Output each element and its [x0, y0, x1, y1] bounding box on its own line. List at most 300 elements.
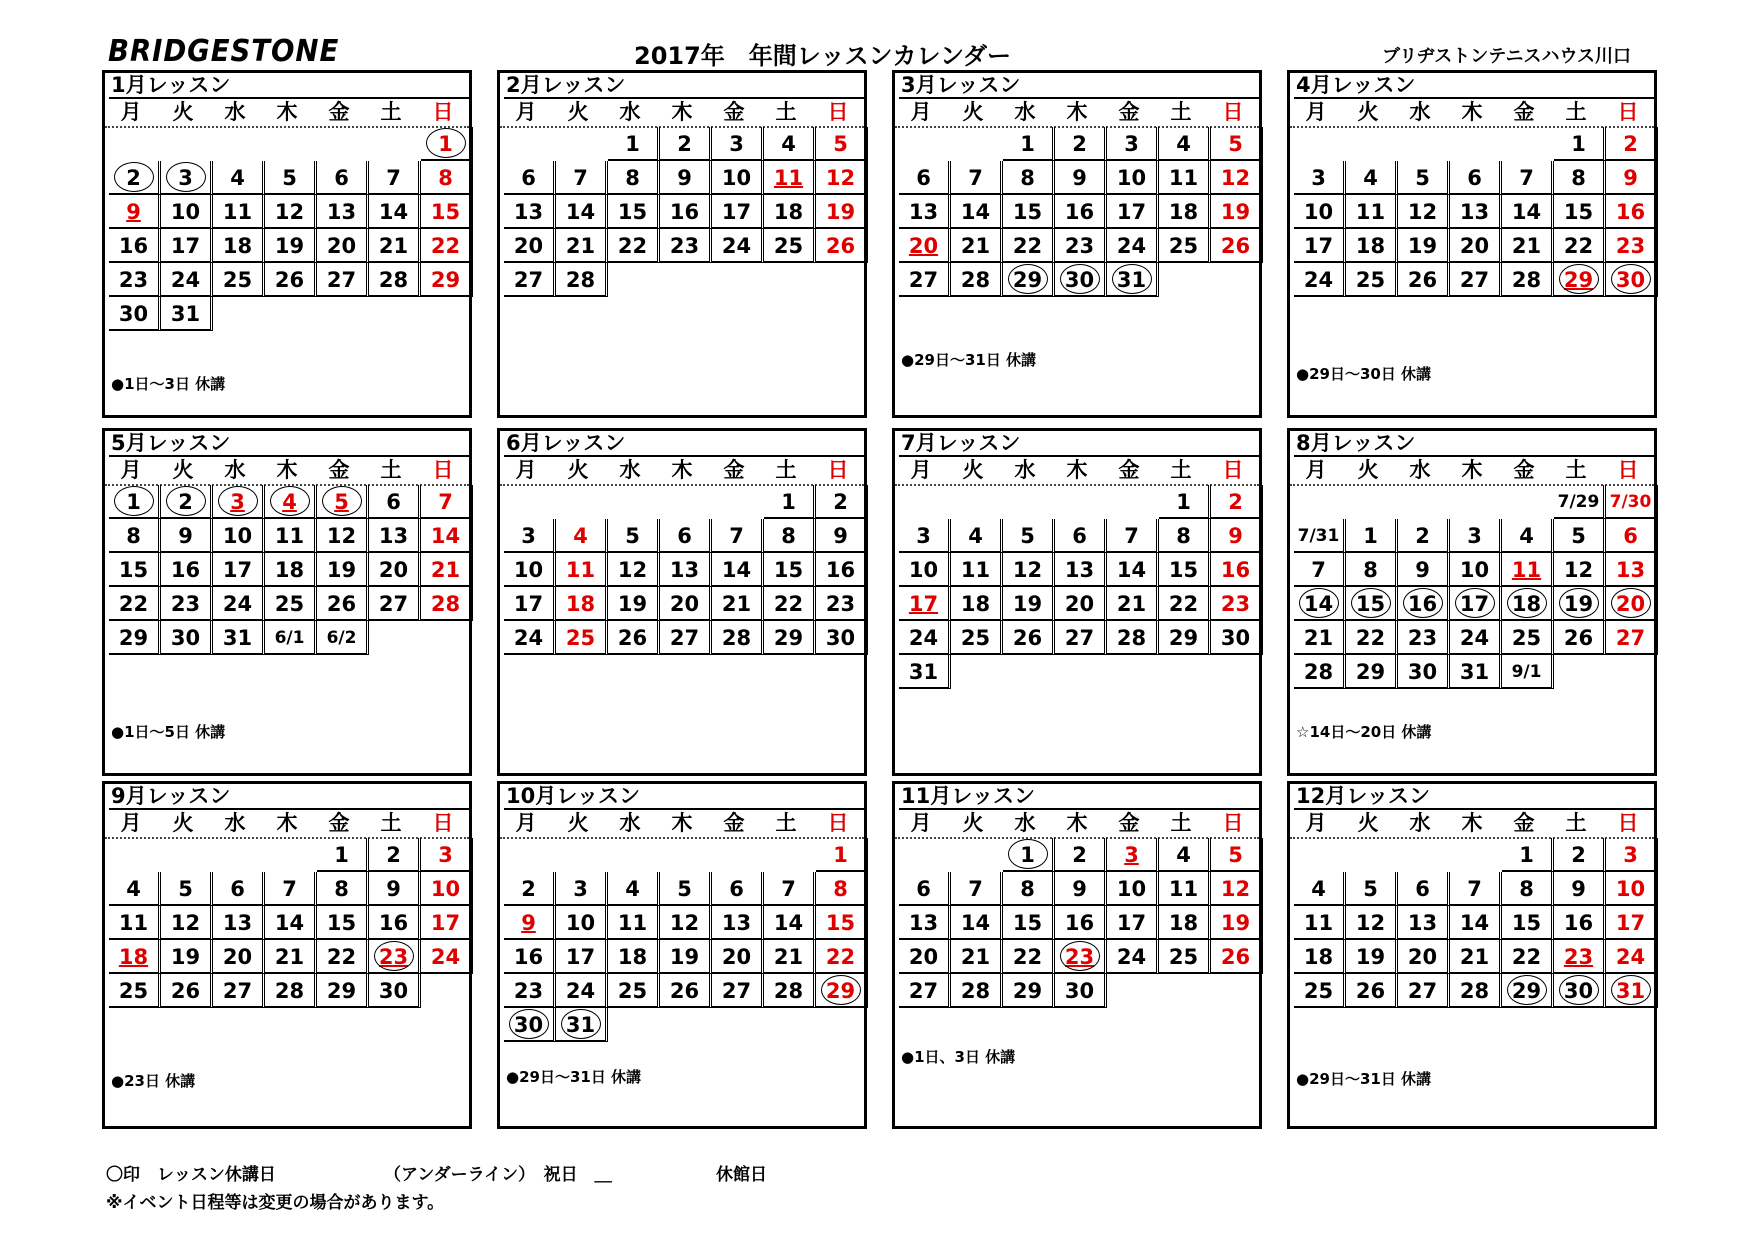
day-cell: [1554, 906, 1606, 940]
day-number: 8: [334, 877, 349, 901]
month-title: 6月レッスン: [504, 431, 864, 457]
day-number: 25: [1168, 234, 1199, 258]
day-cell: [1003, 872, 1055, 906]
day-grid: [1294, 838, 1658, 1008]
day-cell: [1606, 161, 1658, 195]
weekday-label: 金: [328, 100, 350, 124]
day-number: 28: [430, 592, 461, 616]
day-number: 28: [1459, 979, 1490, 1003]
day-number: 17: [170, 234, 201, 258]
day-cell: [1107, 553, 1159, 587]
day-number: 31: [170, 302, 201, 326]
day-number: 22: [1563, 234, 1594, 258]
day-cell: [1159, 553, 1211, 587]
day-cell: [1211, 838, 1263, 872]
day-cell: [1003, 229, 1055, 263]
day-cell: [1398, 519, 1450, 553]
day-cell-closed: [1554, 263, 1606, 297]
day-number: 4: [1519, 524, 1534, 548]
day-cell: [1346, 655, 1398, 689]
day-number: 8: [126, 524, 141, 548]
weekday-label: 月: [120, 458, 142, 482]
weekday-label: 日: [1222, 458, 1244, 482]
day-cell: [317, 587, 369, 621]
day-cell: [1398, 263, 1450, 297]
day-cell: [1211, 872, 1263, 906]
day-number: 9/1: [1511, 662, 1542, 682]
weekday-label: 日: [1222, 100, 1244, 124]
closed-circle-mark: [1507, 588, 1547, 618]
closed-circle-mark: [1455, 588, 1495, 618]
day-number: 27: [222, 979, 253, 1003]
empty-cell: [660, 838, 712, 872]
day-grid: [1294, 127, 1658, 297]
day-number: 22: [773, 592, 804, 616]
weekday-header: [1290, 810, 1654, 839]
day-number: 2: [1415, 524, 1430, 548]
empty-cell: [951, 485, 1003, 519]
day-number: 13: [1615, 558, 1646, 582]
weekday-label: 火: [172, 811, 194, 835]
day-number: 8: [1176, 524, 1191, 548]
day-cell: [504, 161, 556, 195]
empty-cell: [109, 127, 161, 161]
day-number: 6: [729, 877, 744, 901]
day-number: 25: [1355, 268, 1386, 292]
day-cell: [421, 872, 473, 906]
day-number: 25: [1168, 945, 1199, 969]
day-number: 24: [1116, 945, 1147, 969]
weekday-label: 土: [1170, 100, 1192, 124]
day-cell-closed: [109, 485, 161, 519]
day-number: 13: [513, 200, 544, 224]
day-number: 14: [773, 911, 804, 935]
month-title: 2月レッスン: [504, 73, 864, 99]
weekday-label: 土: [775, 458, 797, 482]
empty-cell: [265, 127, 317, 161]
day-number: 18: [274, 558, 305, 582]
day-cell: [899, 655, 951, 689]
day-grid: [109, 485, 473, 655]
day-number: 25: [1511, 626, 1542, 650]
day-number: 14: [565, 200, 596, 224]
day-number: 10: [1459, 558, 1490, 582]
day-cell: [1055, 872, 1107, 906]
day-cell: [1211, 229, 1263, 263]
weekday-header: [895, 810, 1259, 839]
day-number: 23: [1615, 234, 1646, 258]
day-cell: [951, 587, 1003, 621]
day-cell-closed: [161, 161, 213, 195]
day-cell: [504, 587, 556, 621]
day-number: 10: [1116, 877, 1147, 901]
day-cell: [764, 940, 816, 974]
day-cell: [951, 872, 1003, 906]
day-cell: [369, 974, 421, 1008]
day-number: 5: [334, 490, 349, 514]
weekday-label: 月: [120, 811, 142, 835]
day-cell: [421, 263, 473, 297]
day-cell-closed: [421, 127, 473, 161]
day-cell: [213, 906, 265, 940]
day-number: 13: [1459, 200, 1490, 224]
day-cell: [1502, 519, 1554, 553]
closed-circle-mark: [821, 975, 861, 1005]
weekday-label: 火: [567, 100, 589, 124]
day-number: 17: [908, 592, 939, 616]
school-name: ブリヂストンテニスハウス川口: [1382, 46, 1631, 67]
day-cell: [369, 872, 421, 906]
day-cell: [899, 229, 951, 263]
weekday-label: 水: [619, 100, 641, 124]
day-cell: [951, 940, 1003, 974]
day-cell: [608, 621, 660, 655]
day-cell: [660, 553, 712, 587]
day-cell: [899, 519, 951, 553]
day-number: 27: [908, 268, 939, 292]
day-number: 10: [1615, 877, 1646, 901]
day-cell: [1159, 906, 1211, 940]
day-cell: [504, 263, 556, 297]
day-cell: [1554, 485, 1606, 519]
weekday-label: 金: [1118, 811, 1140, 835]
day-cell: [951, 621, 1003, 655]
day-cell: [504, 940, 556, 974]
day-cell: [1502, 655, 1554, 689]
day-cell: [1346, 161, 1398, 195]
day-cell: [1211, 553, 1263, 587]
day-cell: [1294, 621, 1346, 655]
day-number: 22: [430, 234, 461, 258]
day-cell: [1107, 127, 1159, 161]
day-cell: [1294, 229, 1346, 263]
day-number: 26: [1563, 626, 1594, 650]
day-cell: [369, 587, 421, 621]
day-cell: [899, 161, 951, 195]
day-number: 28: [1116, 626, 1147, 650]
day-number: 25: [118, 979, 149, 1003]
empty-cell: [1502, 127, 1554, 161]
day-number: 5: [178, 877, 193, 901]
day-cell: [421, 838, 473, 872]
closed-circle-mark: [1112, 264, 1152, 294]
day-number: 30: [513, 1013, 544, 1037]
day-number: 6/1: [274, 628, 305, 648]
closed-circle-mark: [270, 486, 310, 516]
day-cell: [1107, 621, 1159, 655]
day-cell: [1003, 553, 1055, 587]
day-cell: [1502, 940, 1554, 974]
page-title: 2017年 年間レッスンカレンダー: [634, 42, 1011, 70]
day-cell: [109, 195, 161, 229]
day-cell-closed: [317, 485, 369, 519]
day-number: 9: [1571, 877, 1586, 901]
day-number: 14: [1459, 911, 1490, 935]
weekday-header: [105, 99, 469, 128]
day-cell: [369, 906, 421, 940]
day-number: 16: [1615, 200, 1646, 224]
day-cell: [109, 229, 161, 263]
weekday-label: 日: [432, 458, 454, 482]
day-number: 11: [118, 911, 149, 935]
day-number: 23: [1407, 626, 1438, 650]
day-cell: [1294, 519, 1346, 553]
day-number: 31: [565, 1013, 596, 1037]
day-grid: [899, 127, 1263, 297]
day-number: 12: [170, 911, 201, 935]
weekday-label: 火: [567, 811, 589, 835]
day-cell: [608, 519, 660, 553]
day-cell: [660, 519, 712, 553]
day-cell: [816, 940, 868, 974]
day-number: 24: [908, 626, 939, 650]
day-cell: [764, 587, 816, 621]
day-cell: [816, 553, 868, 587]
day-number: 30: [378, 979, 409, 1003]
day-number: 19: [1220, 200, 1251, 224]
day-number: 1: [1020, 843, 1035, 867]
day-cell: [265, 263, 317, 297]
day-number: 28: [960, 268, 991, 292]
empty-cell: [899, 485, 951, 519]
day-number: 1: [1020, 132, 1035, 156]
day-cell-closed: [1055, 940, 1107, 974]
day-cell: [899, 872, 951, 906]
day-cell: [764, 195, 816, 229]
day-number: 10: [170, 200, 201, 224]
day-number: 22: [825, 945, 856, 969]
day-cell: [369, 838, 421, 872]
day-number: 19: [274, 234, 305, 258]
weekday-label: 土: [380, 811, 402, 835]
day-number: 30: [170, 626, 201, 650]
day-cell: [1502, 263, 1554, 297]
day-number: 27: [513, 268, 544, 292]
day-cell: [556, 621, 608, 655]
month-title: 12月レッスン: [1294, 784, 1654, 810]
day-number: 17: [1116, 911, 1147, 935]
day-cell: [608, 940, 660, 974]
day-number: 2: [126, 166, 141, 190]
closed-circle-mark: [1559, 264, 1599, 294]
weekday-label: 日: [1222, 811, 1244, 835]
day-number: 7: [968, 166, 983, 190]
month-calendar: [892, 781, 1262, 1129]
weekday-label: 土: [775, 100, 797, 124]
day-number: 29: [1012, 268, 1043, 292]
weekday-label: 土: [1565, 100, 1587, 124]
day-cell: [369, 519, 421, 553]
day-cell: [109, 974, 161, 1008]
day-number: 11: [274, 524, 305, 548]
day-cell: [1055, 838, 1107, 872]
day-number: 16: [378, 911, 409, 935]
day-number: 28: [1303, 660, 1334, 684]
day-cell: [1055, 519, 1107, 553]
weekday-label: 水: [1409, 811, 1431, 835]
day-number: 29: [430, 268, 461, 292]
day-cell: [608, 587, 660, 621]
day-cell: [109, 297, 161, 331]
day-number: 25: [274, 592, 305, 616]
day-cell: [369, 161, 421, 195]
day-cell: [1346, 553, 1398, 587]
day-cell: [1159, 872, 1211, 906]
day-cell: [816, 161, 868, 195]
day-number: 16: [669, 200, 700, 224]
day-cell: [1398, 229, 1450, 263]
day-cell: [951, 263, 1003, 297]
day-number: 16: [1407, 592, 1438, 616]
day-cell: [1003, 161, 1055, 195]
empty-cell: [369, 127, 421, 161]
day-number: 24: [513, 626, 544, 650]
day-cell: [504, 621, 556, 655]
day-number: 26: [825, 234, 856, 258]
day-number: 1: [1571, 132, 1586, 156]
day-number: 1: [334, 843, 349, 867]
day-number: 5: [1228, 843, 1243, 867]
weekday-label: 月: [1305, 100, 1327, 124]
day-number: 12: [274, 200, 305, 224]
day-cell: [712, 621, 764, 655]
day-cell: [899, 906, 951, 940]
day-number: 21: [1303, 626, 1334, 650]
day-cell: [816, 229, 868, 263]
day-number: 21: [565, 234, 596, 258]
day-number: 2: [1623, 132, 1638, 156]
day-cell-closed: [1294, 587, 1346, 621]
day-cell: [1003, 940, 1055, 974]
day-number: 14: [960, 200, 991, 224]
day-cell: [951, 553, 1003, 587]
weekday-label: 日: [827, 100, 849, 124]
day-number: 23: [1064, 234, 1095, 258]
closure-note: ●23日 休講: [111, 1072, 196, 1090]
day-number: 30: [1064, 979, 1095, 1003]
day-cell: [161, 906, 213, 940]
day-number: 18: [1303, 945, 1334, 969]
day-number: 7: [1519, 166, 1534, 190]
day-cell: [265, 553, 317, 587]
weekday-label: 土: [380, 458, 402, 482]
day-cell: [1450, 906, 1502, 940]
day-cell: [213, 940, 265, 974]
day-number: 21: [1511, 234, 1542, 258]
day-number: 11: [1168, 166, 1199, 190]
day-cell: [265, 621, 317, 655]
day-cell: [1450, 553, 1502, 587]
day-cell: [161, 621, 213, 655]
day-number: 28: [378, 268, 409, 292]
day-cell: [556, 229, 608, 263]
day-cell: [556, 161, 608, 195]
day-cell-closed: [213, 485, 265, 519]
brand-logo: BRIDGESTONE: [108, 34, 340, 69]
day-cell: [265, 587, 317, 621]
day-number: 12: [1355, 911, 1386, 935]
day-number: 6: [916, 877, 931, 901]
day-number: 19: [1012, 592, 1043, 616]
day-cell: [1606, 621, 1658, 655]
day-cell: [1211, 485, 1263, 519]
day-grid: [899, 838, 1263, 1008]
day-number: 22: [118, 592, 149, 616]
month-calendar: [497, 70, 867, 418]
weekday-label: 火: [962, 458, 984, 482]
day-cell: [421, 587, 473, 621]
day-number: 7: [968, 877, 983, 901]
day-grid: [1294, 485, 1658, 689]
closed-circle-mark: [166, 486, 206, 516]
day-number: 10: [1303, 200, 1334, 224]
day-number: 9: [1072, 877, 1087, 901]
closed-circle-mark: [374, 941, 414, 971]
day-number: 20: [513, 234, 544, 258]
day-cell: [1346, 621, 1398, 655]
day-number: 26: [1220, 234, 1251, 258]
empty-cell: [712, 485, 764, 519]
closed-circle-mark: [1351, 588, 1391, 618]
weekday-label: 月: [515, 811, 537, 835]
day-cell-closed: [1554, 974, 1606, 1008]
day-number: 2: [1072, 132, 1087, 156]
weekday-label: 木: [671, 458, 693, 482]
day-cell: [265, 161, 317, 195]
day-cell: [764, 127, 816, 161]
day-cell: [816, 621, 868, 655]
day-cell: [504, 195, 556, 229]
empty-cell: [556, 127, 608, 161]
day-number: 23: [1220, 592, 1251, 616]
day-cell-closed: [1398, 587, 1450, 621]
day-number: 31: [1615, 979, 1646, 1003]
day-cell: [1211, 906, 1263, 940]
day-number: 6/2: [326, 628, 357, 648]
day-number: 5: [1228, 132, 1243, 156]
day-cell: [951, 974, 1003, 1008]
day-number: 21: [430, 558, 461, 582]
day-cell: [504, 229, 556, 263]
day-number: 21: [378, 234, 409, 258]
day-cell: [1346, 263, 1398, 297]
day-cell: [1003, 519, 1055, 553]
day-number: 5: [625, 524, 640, 548]
legend-closed: 休館日: [716, 1165, 767, 1185]
day-cell: [1606, 838, 1658, 872]
day-cell: [764, 621, 816, 655]
empty-cell: [1502, 485, 1554, 519]
day-cell: [1554, 553, 1606, 587]
month-title: 4月レッスン: [1294, 73, 1654, 99]
day-cell: [265, 906, 317, 940]
weekday-label: 土: [1565, 811, 1587, 835]
day-cell: [899, 621, 951, 655]
day-number: 30: [1563, 979, 1594, 1003]
day-cell: [660, 161, 712, 195]
weekday-label: 日: [1617, 811, 1639, 835]
day-cell: [213, 974, 265, 1008]
day-number: 26: [1012, 626, 1043, 650]
day-cell: [1003, 195, 1055, 229]
day-cell: [1398, 872, 1450, 906]
day-cell: [1554, 161, 1606, 195]
day-cell-closed: [1055, 263, 1107, 297]
day-number: 21: [773, 945, 804, 969]
empty-cell: [1450, 127, 1502, 161]
day-number: 22: [326, 945, 357, 969]
day-number: 29: [1168, 626, 1199, 650]
